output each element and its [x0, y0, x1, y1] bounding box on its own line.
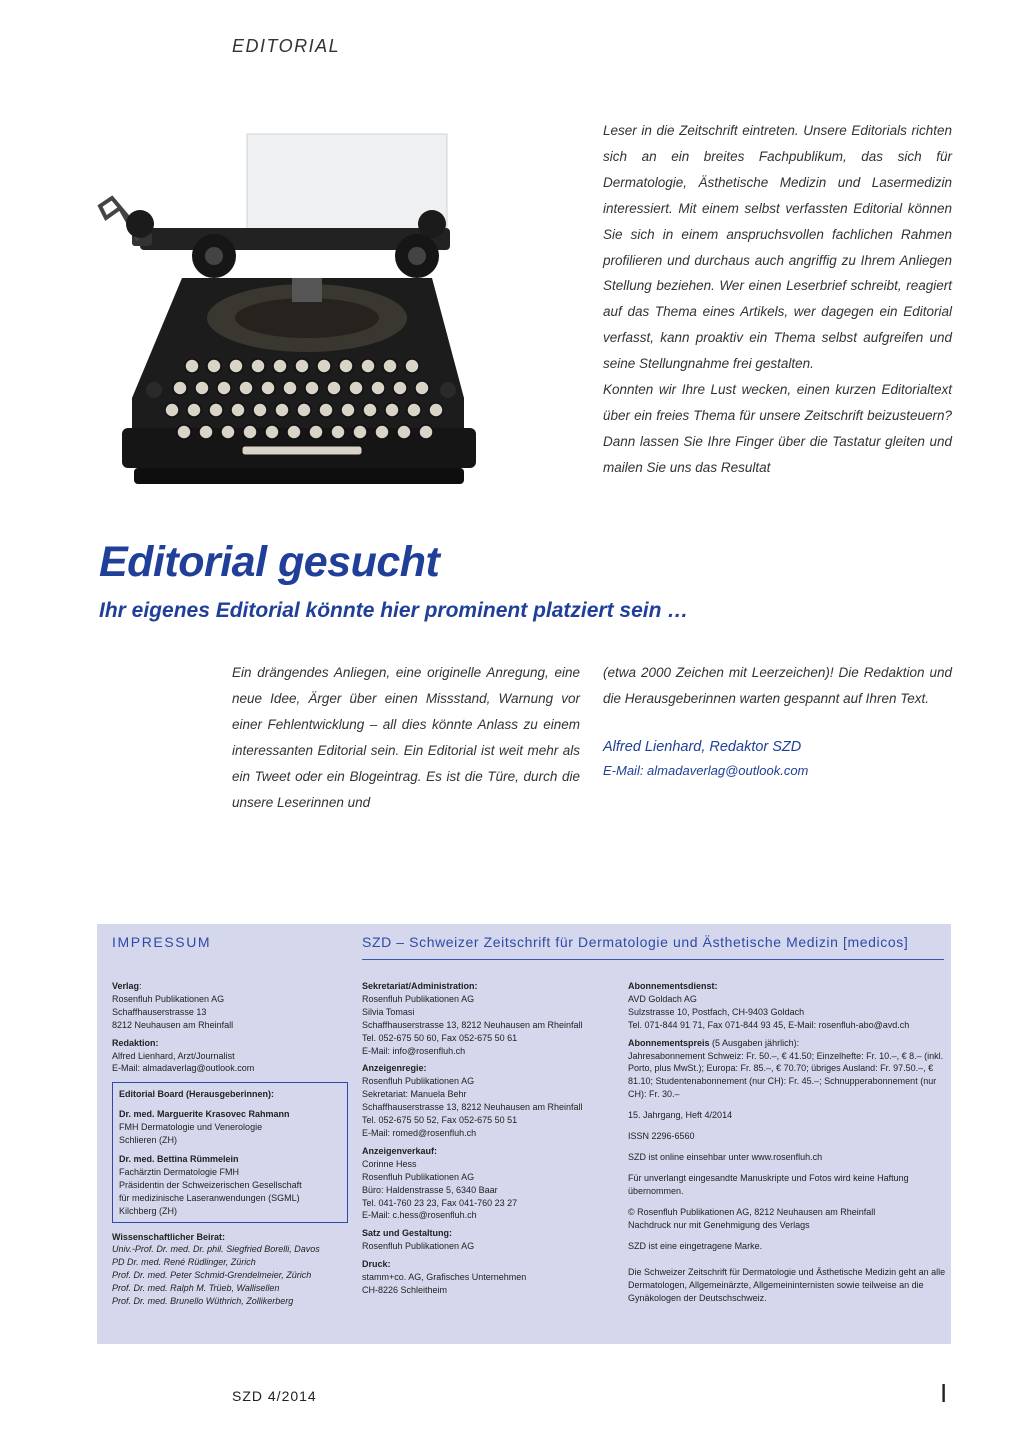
- abodienst-block: [628, 980, 946, 1032]
- journal-name: SZD – Schweizer Zeitschrift für Dermatologie und Ästhetische Medizin [medicos]: [362, 934, 909, 950]
- signature: Alfred Lienhard, Redaktor SZD: [603, 738, 802, 755]
- beirat-line: PD Dr. med. René Rüdlinger, Zürich: [112, 1257, 256, 1268]
- issn: ISSN 2296-6560: [628, 1131, 695, 1142]
- druck-line: stamm+co. AG, Grafisches Unternehmen: [362, 1272, 527, 1283]
- anzeigenverkauf-line: Büro: Haldenstrasse 5, 6340 Baar: [362, 1184, 498, 1195]
- copyright-note: Nachdruck nur mit Genehmigung des Verlags: [628, 1219, 810, 1230]
- abopreis-block: [628, 1037, 946, 1102]
- sekretariat-line: Schaffhauserstrasse 13, 8212 Neuhausen am Rheinfall: [362, 1019, 583, 1030]
- article-text-right: [603, 660, 952, 781]
- page-number: I: [940, 1378, 948, 1408]
- anzeigenregie-email[interactable]: E-Mail: romed@rosenfluh.ch: [362, 1127, 477, 1138]
- beirat-line: Prof. Dr. med. Ralph M. Trüeb, Wallisellen: [112, 1283, 280, 1294]
- online-note: SZD ist online einsehbar unter www.rosenfluh.ch: [628, 1151, 823, 1162]
- anzeigenverkauf-line: Tel. 041-760 23 23, Fax 041-760 23 27: [362, 1197, 518, 1208]
- jahrgang: 15. Jahrgang, Heft 4/2014: [628, 1110, 733, 1121]
- redaktion-heading: Redaktion:: [112, 1037, 159, 1048]
- beirat-line: Prof. Dr. med. Peter Schmid-Grendelmeier, Zürich: [112, 1270, 312, 1281]
- verlag-heading: Verlag: [112, 981, 140, 991]
- anzeigenregie-line: Sekretariat: Manuela Behr: [362, 1089, 467, 1100]
- board-member-line: Präsidentin der Schweizerischen Gesellschaft: [119, 1179, 302, 1190]
- impressum-column-3: [628, 980, 946, 1305]
- section-label: EDITORIAL: [232, 36, 341, 56]
- board-member-line: FMH Dermatologie und Venerologie: [119, 1122, 263, 1133]
- article-subtitle: Ihr eigenes Editorial könnte hier prominent platziert sein …: [99, 599, 689, 622]
- signature-email[interactable]: E-Mail: almadaverlag@outlook.com: [603, 762, 809, 778]
- sekretariat-block: [362, 980, 617, 1057]
- intro-column: [603, 118, 952, 481]
- trademark-note: SZD ist eine eingetragene Marke.: [628, 1240, 763, 1251]
- board-member-line: Schlieren (ZH): [119, 1135, 178, 1146]
- anzeigenverkauf-email[interactable]: E-Mail: c.hess@rosenfluh.ch: [362, 1210, 477, 1221]
- anzeigenverkauf-block: [362, 1145, 617, 1222]
- sekretariat-heading: Sekretariat/Administration:: [362, 981, 478, 991]
- beirat-line: Univ.-Prof. Dr. med. Dr. phil. Siegfried Borelli, Davos: [112, 1244, 320, 1255]
- impressum-box: [97, 924, 951, 1344]
- abodienst-line: AVD Goldach AG: [628, 993, 697, 1004]
- redaktion-line: Alfred Lienhard, Arzt/Journalist: [112, 1050, 235, 1061]
- board-member-name: Dr. med. Bettina Rümmelein: [119, 1153, 239, 1164]
- intro-paragraph: Konnten wir Ihre Lust wecken, einen kurzen Editorialtext über ein freies Thema für unsere Zeitschrift beizusteuern? Dann lassen Sie Ihre Finger über die Tastatur gleiten und mailen Sie uns das Resultat: [603, 382, 952, 475]
- satz-line: Rosenfluh Publikationen AG: [362, 1241, 475, 1252]
- board-member-line: für medizinische Laseranwendungen (SGML): [119, 1192, 300, 1203]
- anzeigenregie-heading: Anzeigenregie:: [362, 1063, 427, 1074]
- impressum-divider: [362, 959, 944, 960]
- satz-heading: Satz und Gestaltung:: [362, 1228, 452, 1239]
- beirat-heading: Wissenschaftlicher Beirat:: [112, 1231, 225, 1242]
- sekretariat-line: Tel. 052-675 50 60, Fax 052-675 50 61: [362, 1032, 518, 1043]
- anzeigenverkauf-line: Corinne Hess: [362, 1158, 417, 1169]
- article-text-left: Ein drängendes Anliegen, eine originelle Anregung, eine neue Idee, Ärger über einen Missstand, Warnung vor einer Fehlentwicklung – all dies könnte Anlass zu einem interessanten Editorial sein. Ein Editorial ist weit mehr als ein Tweet oder ein Blogeintrag. Es ist die Türe, durch die unsere Leserinnen und: [232, 665, 580, 810]
- druck-line: CH-8226 Schleitheim: [362, 1284, 448, 1295]
- druck-block: [362, 1258, 617, 1297]
- abodienst-line: Sulzstrasse 10, Postfach, CH-9403 Goldach: [628, 1006, 805, 1017]
- impressum-column-1: [112, 980, 352, 1313]
- anzeigenregie-line: Tel. 052-675 50 52, Fax 052-675 50 51: [362, 1115, 518, 1126]
- verlag-line: Schaffhauserstrasse 13: [112, 1006, 207, 1017]
- board-member-name: Dr. med. Marguerite Krasovec Rahmann: [119, 1109, 290, 1120]
- redaktion-block: [112, 1037, 352, 1076]
- typewriter-illustration: [92, 128, 507, 513]
- abodienst-heading: Abonnementsdienst:: [628, 981, 718, 991]
- verlag-line: 8212 Neuhausen am Rheinfall: [112, 1019, 234, 1030]
- anzeigenregie-line: Schaffhauserstrasse 13, 8212 Neuhausen am Rheinfall: [362, 1102, 583, 1113]
- anzeigenverkauf-line: Rosenfluh Publikationen AG: [362, 1171, 475, 1182]
- abodienst-line: Tel. 071-844 91 71, Fax 071-844 93 45, E-Mail: rosenfluh-abo@avd.ch: [628, 1019, 910, 1030]
- abopreis-heading: Abonnementspreis: [628, 1037, 710, 1048]
- sekretariat-line: Silvia Tomasi: [362, 1006, 415, 1017]
- verlag-line: Rosenfluh Publikationen AG: [112, 993, 225, 1004]
- issue-label: SZD 4/2014: [232, 1388, 317, 1404]
- sekretariat-line: Rosenfluh Publikationen AG: [362, 993, 475, 1004]
- anzeigenregie-line: Rosenfluh Publikationen AG: [362, 1076, 475, 1087]
- anzeigenverkauf-heading: Anzeigenverkauf:: [362, 1145, 438, 1156]
- verlag-block: Verlag: Rosenfluh Publikationen AG Schaffhauserstrasse 13 8212 Neuhausen am Rheinfall: [112, 980, 352, 1032]
- audience-note: Die Schweizer Zeitschrift für Dermatologie und Ästhetische Medizin geht an alle Dermatologen, Allgemeinärzte, Allgemeininternisten sowie teilweise an die Gynäkologen der Deutschschweiz.: [628, 1267, 946, 1304]
- copyright: © Rosenfluh Publikationen AG, 8212 Neuhausen am Rheinfall: [628, 1206, 876, 1217]
- board-member-line: Fachärztin Dermatologie FMH: [119, 1166, 240, 1177]
- abopreis-text: Jahresabonnement Schweiz: Fr. 50.–, € 41.50; Einzelhefte: Fr. 10.–, € 8.– (inkl. Porto, plus MwSt.); Europa: Fr. 85.–, € 70.70; übriges Ausland: Fr. 97.50.–, € 81.10; Studentenabonnement (nur CH): Fr. 45.–; Schnupperabonnement (nur CH): Fr. 30.–: [628, 1050, 944, 1100]
- board-member-line: Kilchberg (ZH): [119, 1205, 178, 1216]
- beirat-line: Prof. Dr. med. Brunello Wüthrich, Zollikerberg: [112, 1296, 294, 1307]
- board-heading: Editorial Board (Herausgeberinnen):: [119, 1089, 275, 1100]
- abopreis-note: (5 Ausgaben jährlich):: [709, 1037, 800, 1048]
- intro-paragraph: Leser in die Zeitschrift eintreten. Unsere Editorials richten sich an ein breites Fachpublikum, das sich für Dermatologie, Ästhetische Medizin und Lasermedizin interessiert. Mit einem selbst verfassten Editorial können Sie sich in einem anspruchsvollen fachlichen Rahmen profilieren und durchaus auch angriffig zu Ihrem Anliegen Stellung beziehen. Wer einen Leserbrief schreibt, reagiert auf das Thema eines Artikels, wer dagegen ein Editorial verfasst, kann proaktiv ein Thema selbst aufgreifen und seine Stellungnahme frei gestalten.: [603, 123, 952, 372]
- beirat-block: [112, 1231, 352, 1308]
- satz-block: [362, 1227, 617, 1253]
- editorial-board-box: [112, 1082, 348, 1222]
- sekretariat-email[interactable]: E-Mail: info@rosenfluh.ch: [362, 1045, 466, 1056]
- article-text-right-paragraph: (etwa 2000 Zeichen mit Leerzeichen)! Die Redaktion und die Herausgeberinnen warten gespannt auf Ihren Text.: [603, 665, 952, 706]
- druck-heading: Druck:: [362, 1259, 391, 1270]
- impressum-label: IMPRESSUM: [112, 934, 212, 950]
- impressum-column-2: [362, 980, 617, 1302]
- manuskripte-note: Für unverlangt eingesandte Manuskripte und Fotos wird keine Haftung übernommen.: [628, 1172, 909, 1196]
- redaktion-email[interactable]: E-Mail: almadaverlag@outlook.com: [112, 1063, 255, 1074]
- anzeigenregie-block: [362, 1062, 617, 1139]
- article-title: Editorial gesucht: [99, 538, 440, 586]
